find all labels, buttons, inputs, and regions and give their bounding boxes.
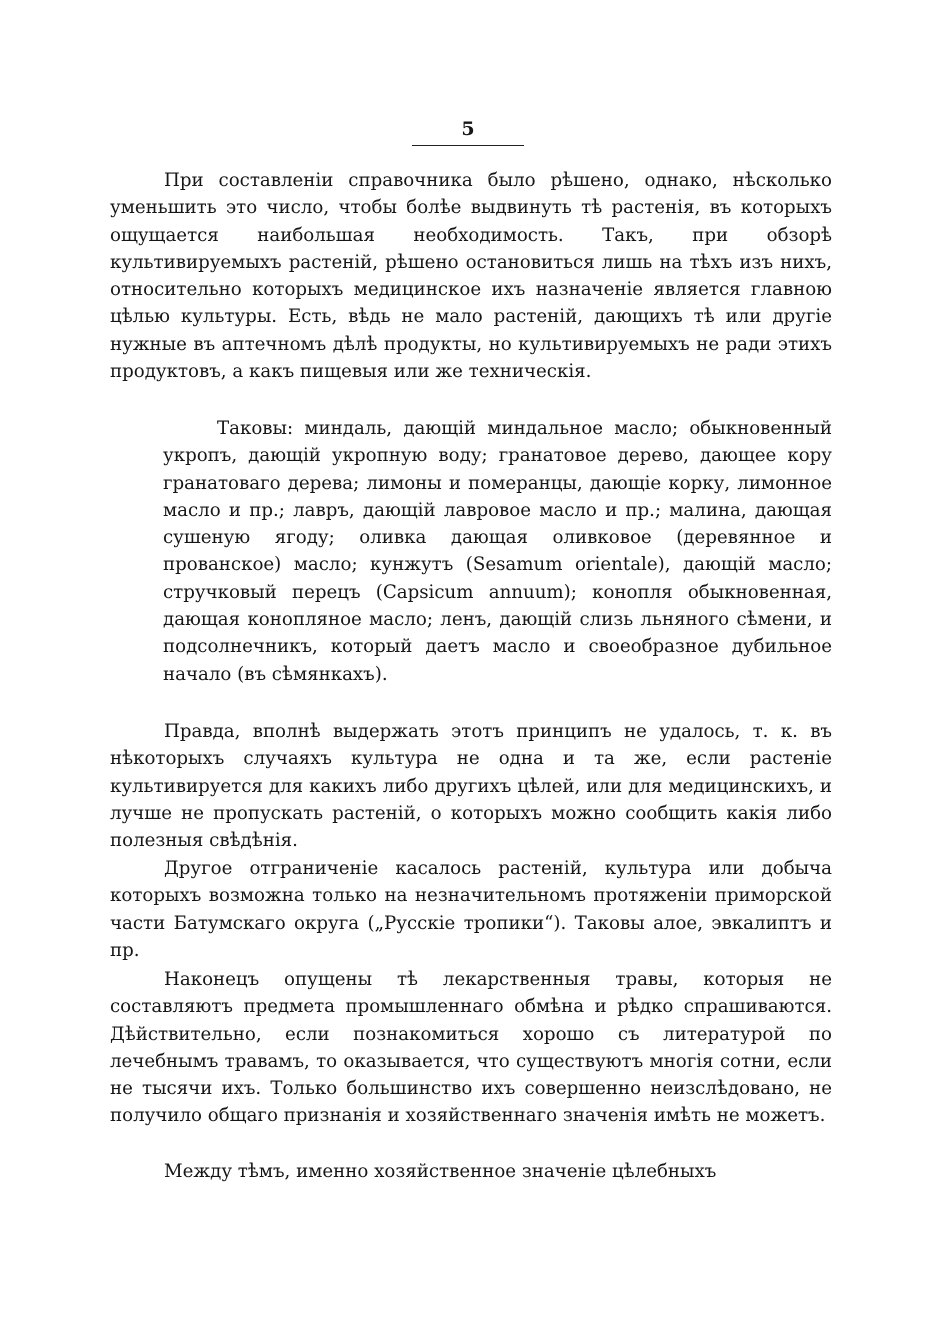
page-number: 5 (461, 118, 475, 140)
paragraph-regional-limitation: Другое отграниченіе касалось растеній, культура или добыча которыхъ возможна только на незначительномъ протяженіи приморской части Батумскаго округа („Русскіе тропики“). Таковы алое, эвкалиптъ и пр. (110, 858, 832, 961)
paragraph-plant-examples: Таковы: миндаль, дающій миндальное масло; обыкновенный укропъ, дающій укропную воду; гранатовое дерево, дающее кору гранатоваго дерева; лимоны и померанцы, дающіе корку, лимонное масло и пр.; лавръ, дающій лавровое масло и пр.; малина, дающая сушеную ягоду; оливка дающая оливковое (деревянное и прованское) масло; кунжутъ (Sesamum orientale), дающій масло; стручковый перецъ (Capsicum annuum); конопля обыкновенная, дающая конопляное масло; ленъ, дающій слизь льняного сѣмени, и подсолнечникъ, который даетъ масло и своеобразное дубильное начало (въ сѣмянкахъ). (163, 418, 832, 685)
paragraph-continuation: Между тѣмъ, именно хозяйственное значеніе цѣлебныхъ (164, 1161, 717, 1182)
paragraph-compilation-criteria: При составленіи справочника было рѣшено, однако, нѣсколько уменьшить это число, чтобы болѣе выдвинуть тѣ растенія, въ которыхъ ощущается наибольшая необходимость. Такъ, при обзорѣ культивируемыхъ растеній, рѣшено остановиться лишь на тѣхъ изъ нихъ, относительно которыхъ медицинское ихъ назначеніе является главною цѣлью культуры. Есть, вѣдь не мало растеній, дающихъ тѣ или другіе нужные въ аптечномъ дѣлѣ продукты, но культивируемыхъ не ради этихъ продуктовъ, а какъ пищевыя или же техническія. (110, 170, 832, 383)
header-rule (412, 145, 524, 146)
paragraph-principle-exceptions: Правда, вполнѣ выдержать этотъ принципъ не удалось, т. к. въ нѣкоторыхъ случаяхъ культура не одна и та же, если растеніе культивируется для какихъ либо другихъ цѣлей, или для медицинскихъ, и лучше не пропускать растеній, о которыхъ можно сообщить какія либо полезныя свѣдѣнія. (110, 721, 832, 852)
paragraph-omitted-herbs: Наконецъ опущены тѣ лекарственныя травы, которыя не составляютъ предмета промышленнаго обмѣна и рѣдко спрашиваются. Дѣйствительно, если познакомиться хорошо съ литературой по лечебнымъ травамъ, то оказывается, что существуютъ многія сотни, если не тысячи ихъ. Только большинство ихъ совершенно неизслѣдовано, не получило общаго признанія и хозяйственнаго значенія имѣть не можетъ. (110, 969, 832, 1127)
